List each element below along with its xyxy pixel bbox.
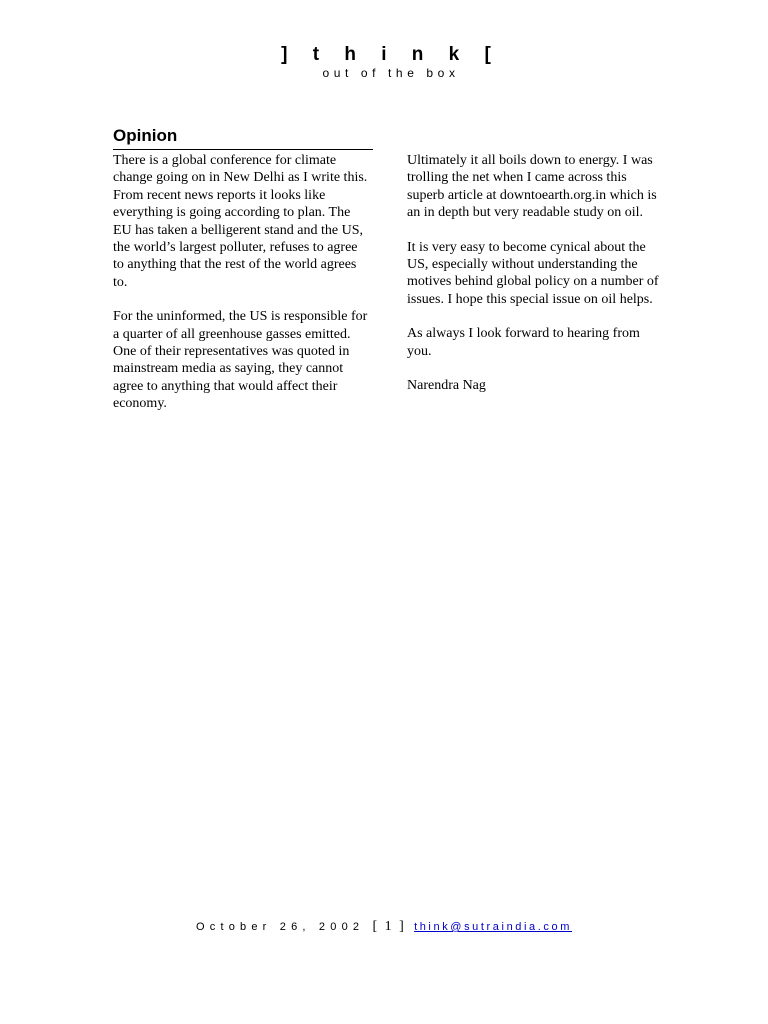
paragraph: Ultimately it all boils down to energy. I was trolling the net when I came across this superb article at downtoearth.org.in which is an in depth but very readable study on oil. — [407, 153, 657, 221]
left-text-column — [113, 152, 368, 430]
issue-date: October 26, 2002 — [196, 921, 365, 933]
right-text-column — [407, 152, 662, 411]
masthead — [0, 44, 768, 80]
publication-tagline: out of the box — [322, 66, 460, 80]
page-number: [ 1 ] — [372, 919, 406, 934]
paragraph: It is very easy to become cynical about the US, especially without understanding the motives behind global policy on a number of issues. I hope this special issue on oil helps. — [407, 239, 659, 307]
paragraph: There is a global conference for climate change going on in New Delhi as I write this. From recent news reports it looks like everything is going according to plan. The EU has taken a belligerent stand and the US, the world’s largest polluter, refuses to agree to anything that the rest of the world agrees to. — [113, 153, 368, 290]
page-footer — [0, 919, 768, 935]
section-heading: Opinion — [113, 125, 373, 150]
author-signature: Narendra Nag — [407, 378, 486, 394]
contact-email-link[interactable]: think@sutraindia.com — [414, 921, 572, 933]
publication-title: ] t h i n k [ — [281, 44, 501, 65]
paragraph: As always I look forward to hearing from you. — [407, 326, 640, 359]
paragraph: For the uninformed, the US is responsible for a quarter of all greenhouse gasses emitted. One of their representatives was quoted in mainstream media as saying, they cannot agree to anything that would affect their economy. — [113, 309, 368, 412]
